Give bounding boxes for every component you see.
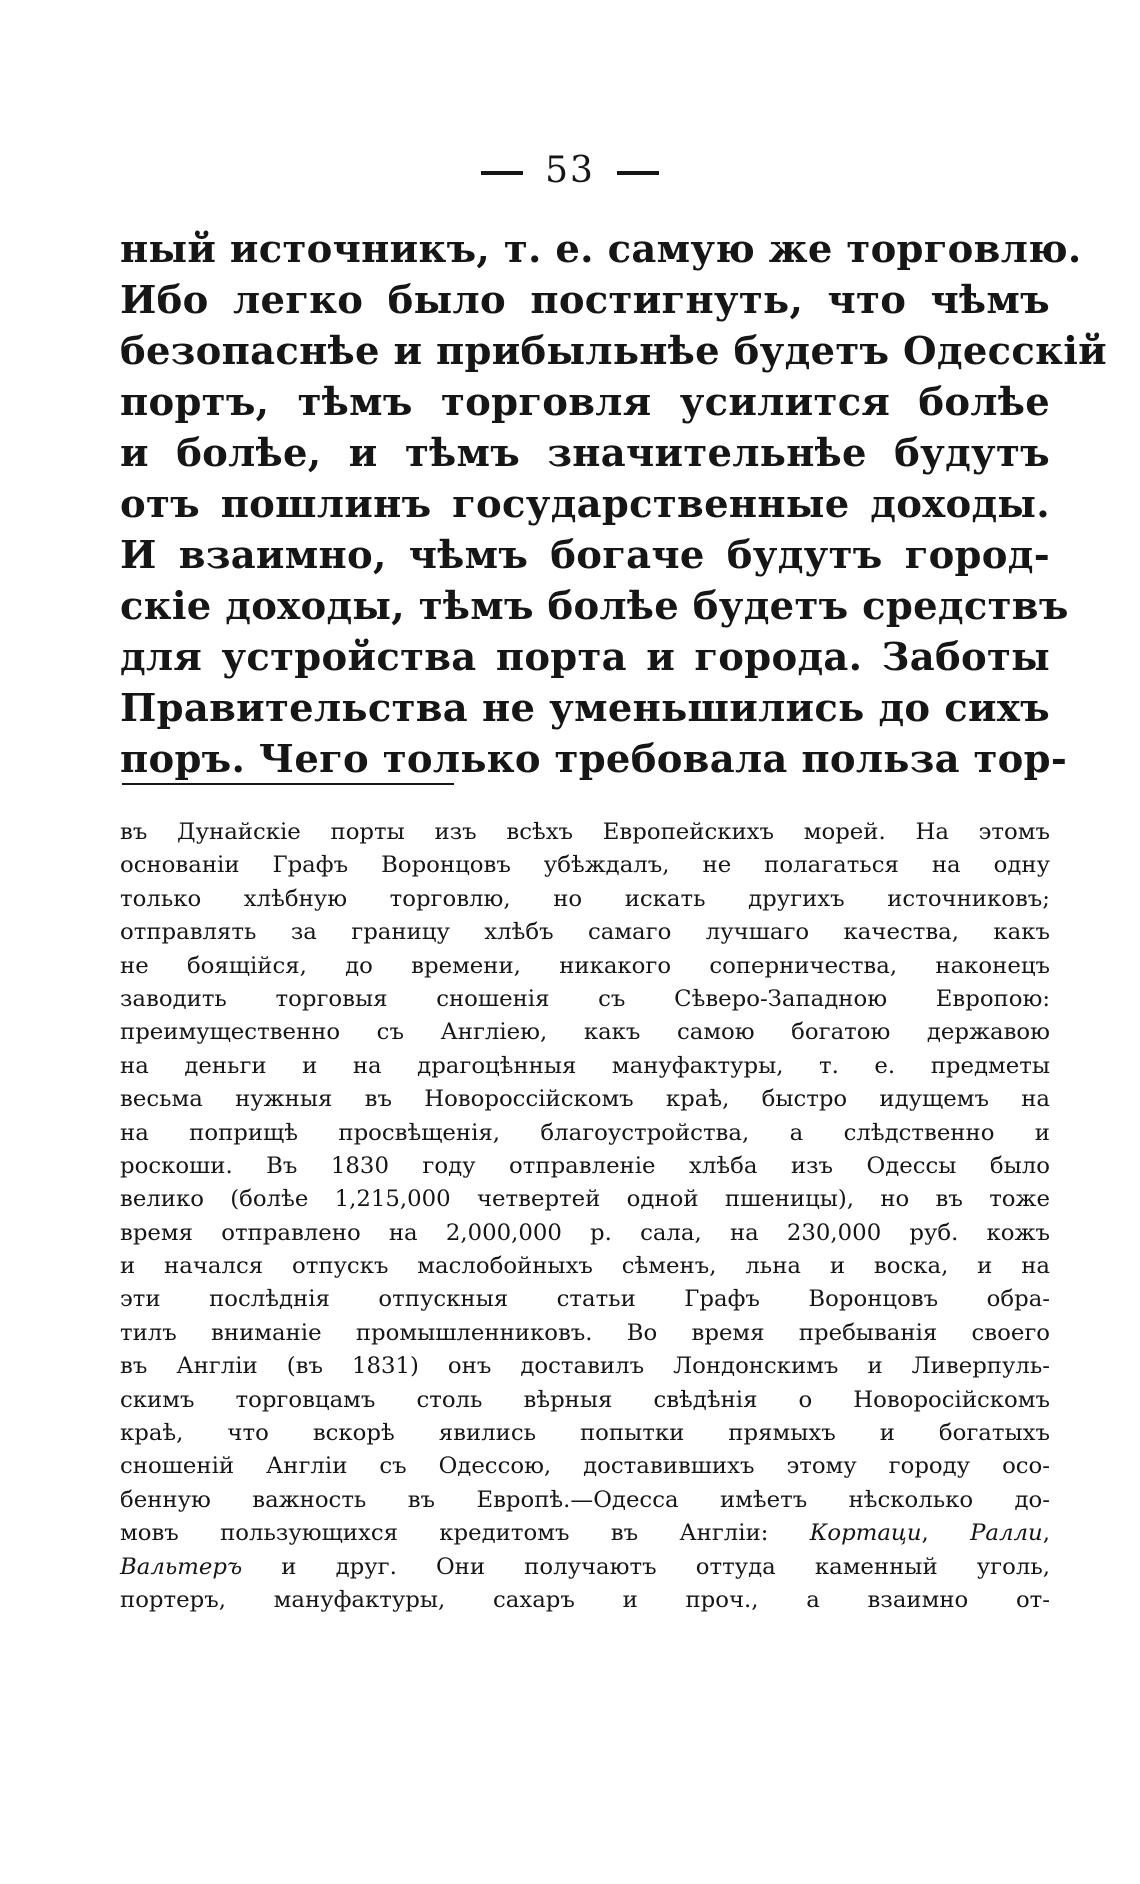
footnote: [120, 816, 1050, 1617]
footnote-line: преимущественно съ Англіею, какъ самою богатою державою: [120, 1019, 1050, 1046]
footnote-rule: [122, 783, 454, 785]
main-text-line: и болѣе, и тѣмъ значительнѣе будутъ: [120, 431, 1050, 476]
footnote-line: краѣ, что вскорѣ явились попытки прямыхъ и богатыхъ: [120, 1420, 1050, 1447]
footnote-line: только хлѣбную торговлю, но искать другихъ источниковъ;: [120, 885, 1050, 912]
page-number-value: 53: [545, 150, 595, 191]
footnote-line: тилъ вниманіе промышленниковъ. Во время пребыванія своего: [120, 1319, 1050, 1346]
main-text-line: безопаснѣе и прибыльнѣе будетъ Одесскій: [120, 329, 1107, 374]
footnote-text: и друг. Они получаютъ оттуда каменный уголь,: [281, 1553, 1050, 1580]
footnote-line: весьма нужныя въ Новороссійскомъ краѣ, быстро идущемъ на: [120, 1086, 1050, 1113]
footnote-line-with-names: мовъ пользующихся кредитомъ въ Англіи: Кортаци, Ралли,: [120, 1520, 1050, 1547]
dash-left: [481, 171, 523, 175]
footnote-line: время отправлено на 2,000,000 р. сала, на 230,000 руб. кожъ: [120, 1219, 1050, 1246]
main-text-line: И взаимно, чѣмъ богаче будутъ город-: [120, 533, 1050, 578]
main-text-line: ный источникъ, т. е. самую же торговлю.: [120, 227, 1082, 272]
footnote-line: портеръ, мануфактуры, сахаръ и проч., а взаимно от-: [120, 1586, 1050, 1613]
footnote-line: бенную важность въ Европѣ.—Одесса имѣетъ нѣсколько до-: [120, 1486, 1050, 1513]
footnote-line: скимъ торговцамъ столь вѣрныя свѣдѣнія о Новоросійскомъ: [120, 1386, 1050, 1413]
main-text-line: портъ, тѣмъ торговля усилится болѣе: [120, 380, 1050, 425]
footnote-line: не боящійся, до времени, никакого соперничества, наконецъ: [120, 952, 1050, 979]
footnote-line: сношеній Англіи съ Одессою, доставившихъ этому городу осо-: [120, 1453, 1050, 1480]
footnote-line: заводить торговыя сношенія съ Сѣверо-Западною Европою:: [120, 985, 1050, 1012]
footnote-text: мовъ пользующихся кредитомъ въ Англіи:: [120, 1520, 769, 1547]
footnote-line: на деньги и на драгоцѣнныя мануфактуры, т. е. предметы: [120, 1052, 1050, 1079]
footnote-line: на поприщѣ просвѣщенія, благоустройства, а слѣдственно и: [120, 1119, 1050, 1146]
footnote-line: отправлять за границу хлѣбъ самаго лучшаго качества, какъ: [120, 919, 1050, 946]
page-number: [0, 150, 1140, 191]
merchant-name: Вальтеръ: [120, 1553, 243, 1580]
footnote-line: въ Дунайскіе порты изъ всѣхъ Европейскихъ морей. На этомъ: [120, 819, 1050, 845]
main-text-line: Ибо легко было постигнуть, что чѣмъ: [120, 278, 1050, 323]
dash-right: [617, 171, 659, 175]
main-text-line: Правительства не уменьшились до сихъ: [120, 686, 1050, 731]
main-text-line: поръ. Чего только требовала польза тор-: [120, 737, 1068, 782]
footnote-line-with-names: [120, 1551, 1050, 1584]
main-text-line: скіе доходы, тѣмъ болѣе будетъ средствъ: [120, 584, 1069, 629]
footnote-line: и начался отпускъ маслобойныхъ сѣменъ, льна и воска, и на: [120, 1253, 1050, 1280]
main-text: [120, 224, 1107, 785]
footnote-line: роскоши. Въ 1830 году отправленіе хлѣба изъ Одессы было: [120, 1152, 1050, 1179]
main-text-line: отъ пошлинъ государственные доходы.: [120, 482, 1050, 527]
footnote-line: основаніи Графъ Воронцовъ убѣждалъ, не полагаться на одну: [120, 852, 1050, 879]
main-text-line: для устройства порта и города. Заботы: [120, 635, 1050, 680]
merchant-name: Ралли: [970, 1520, 1043, 1547]
footnote-line: велико (болѣе 1,215,000 четвертей одной пшеницы), но въ тоже: [120, 1186, 1050, 1213]
footnote-line: эти послѣднія отпускныя статьи Графъ Воронцовъ обра-: [120, 1286, 1050, 1313]
merchant-name: Кортаци: [809, 1520, 922, 1547]
footnote-line: въ Англіи (въ 1831) онъ доставилъ Лондонскимъ и Ливерпуль-: [120, 1353, 1050, 1380]
